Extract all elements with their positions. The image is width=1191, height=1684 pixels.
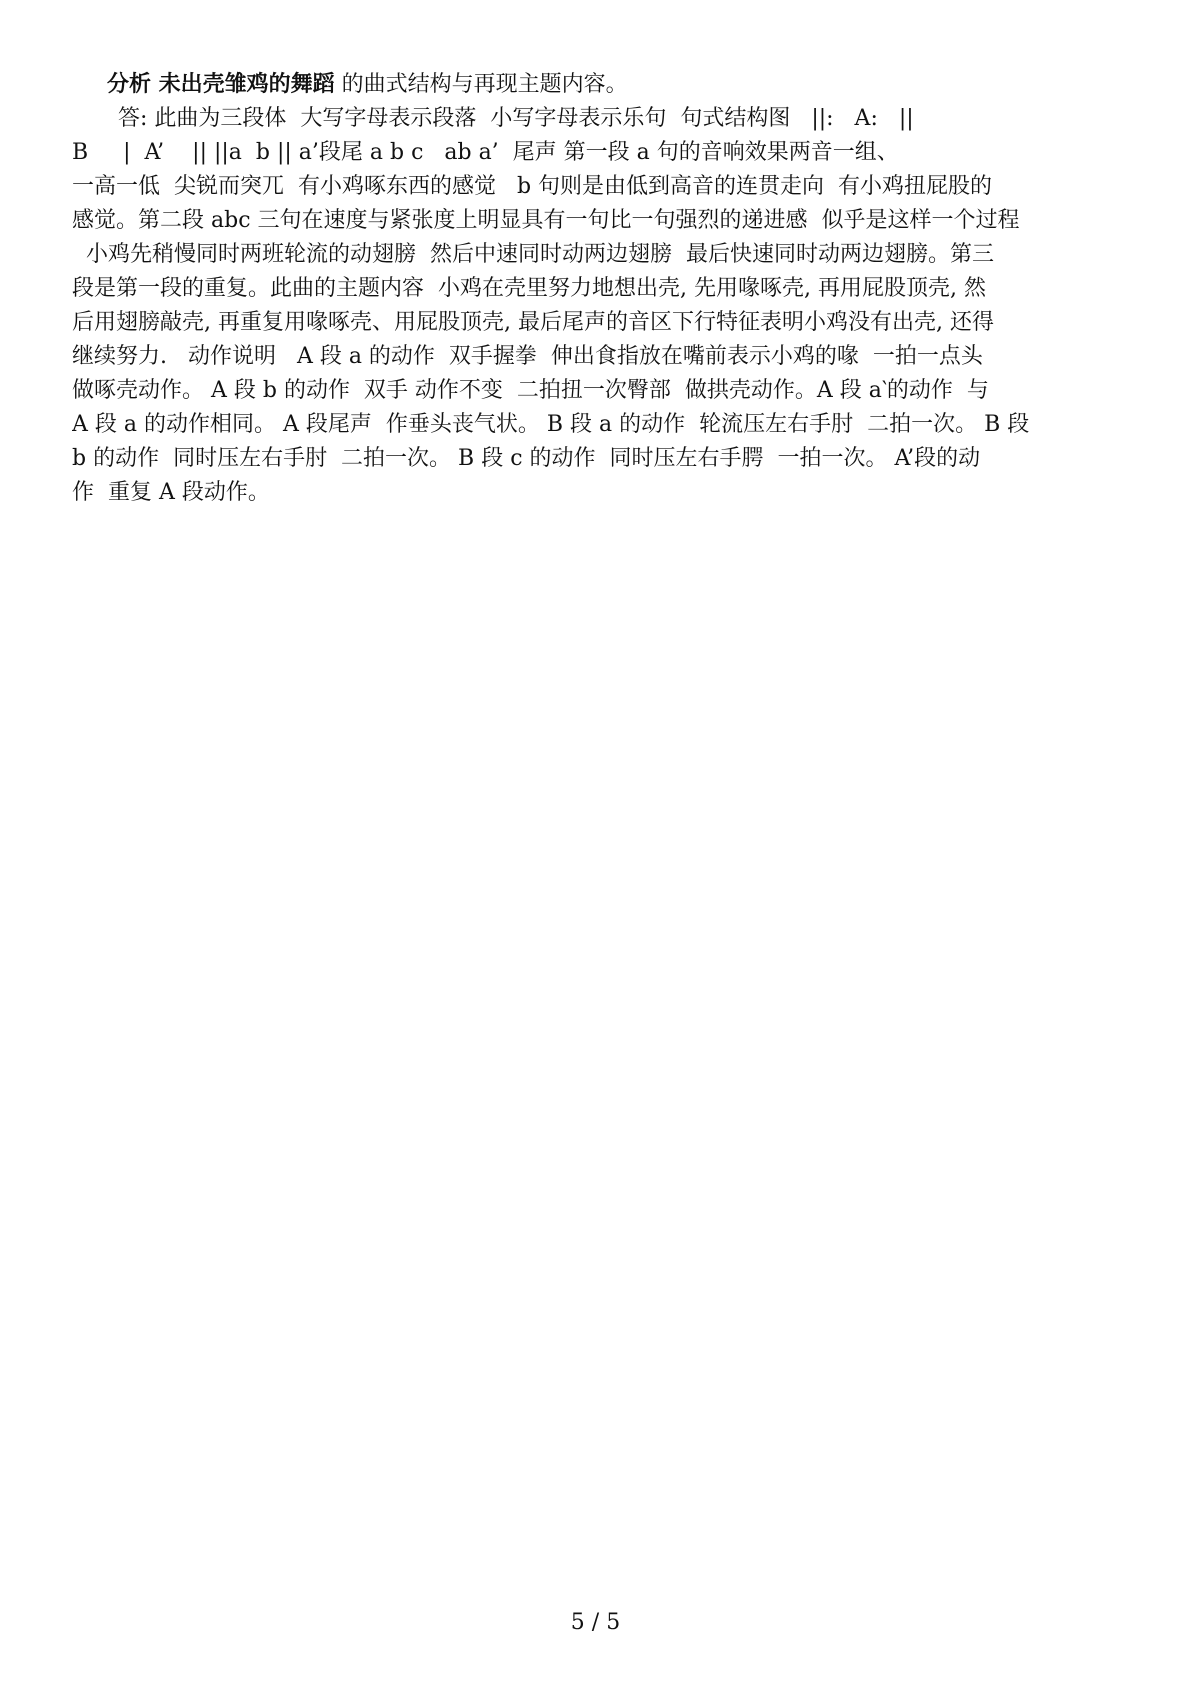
heading-line <box>107 70 1155 100</box>
body-line: 后用翅膀敲壳, 再重复用喙啄壳、用屁股顶壳, 最后尾声的音区下行特征表明小鸡没有出壳, 还得 <box>72 310 994 335</box>
body-line: 继续努力. 动作说明 A 段 a 的动作 双手握拳 伸出食指放在嘴前表示小鸡的喙 一拍一点头 <box>72 344 983 369</box>
page-number: 5 / 5 <box>570 1610 621 1635</box>
body-line: 小鸡先稍慢同时两班轮流的动翅膀 然后中速同时动两边翅膀 最后快速同时动两边翅膀。第三 <box>72 242 994 267</box>
body-line: A 段 a 的动作相同。 A 段尾声 作垂头丧气状。 B 段 a 的动作 轮流压左右手肘 二拍一次。 B 段 <box>72 412 1030 437</box>
heading-subtitle: 的曲式结构与再现主题内容。 <box>334 72 628 97</box>
body-line: b 的动作 同时压左右手肘 二拍一次。 B 段 c 的动作 同时压左右手腭 一拍一次。 A’段的动 <box>72 446 981 471</box>
body-line: 感觉。第二段 abc 三句在速度与紧张度上明显具有一句比一句强烈的递进感 似乎是这样一个过程 <box>72 208 1020 233</box>
body-line: 一高一低 尖锐而突兀 有小鸡啄东西的感觉 b 句则是由低到高音的连贯走向 有小鸡扭屁股的 <box>72 174 993 199</box>
body-line: 作 重复 A 段动作。 <box>72 480 270 505</box>
body-line: B | A’ || ||a b || a’段尾 a b c ab a’ 尾声 第一段 a 句的音响效果两音一组、 <box>72 140 899 165</box>
body-line: 做啄壳动作。 A 段 b 的动作 双手 动作不变 二拍扭一次臀部 做拱壳动作。A 段 a‵的动作 与 <box>72 378 989 403</box>
heading-title: 分析 未出壳雏鸡的舞蹈 <box>107 72 335 97</box>
body-line: 段是第一段的重复。此曲的主题内容 小鸡在壳里努力地想出壳, 先用喙啄壳, 再用屁股顶壳, 然 <box>72 276 986 301</box>
body-line: 答: 此曲为三段体 大写字母表示段落 小写字母表示乐句 句式结构图 ||: A: || <box>118 106 914 131</box>
